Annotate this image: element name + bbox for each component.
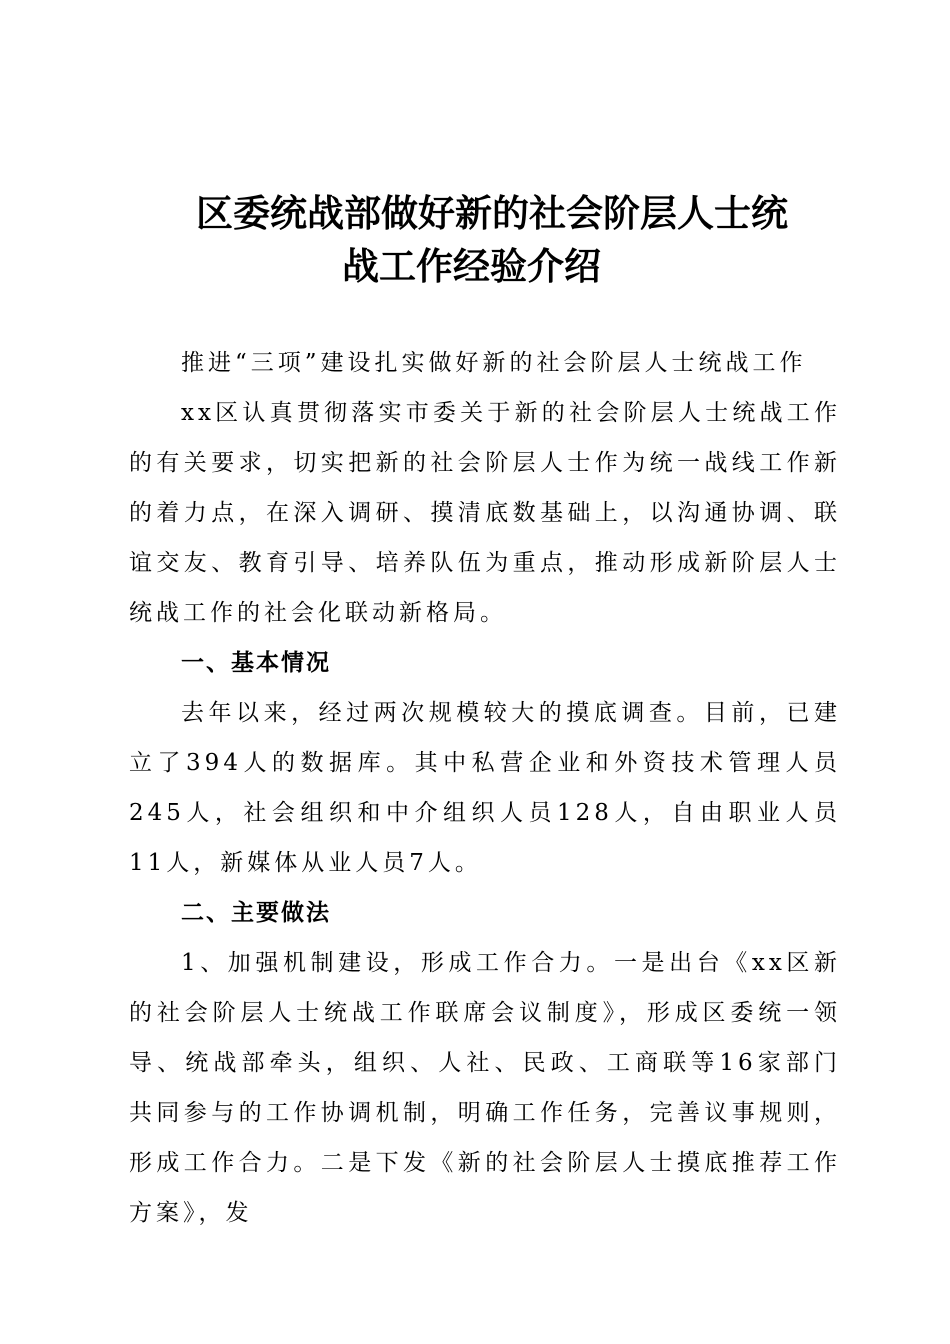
intro-paragraph: xx区认真贯彻落实市委关于新的社会阶层人士统战工作的有关要求，切实把新的社会阶层人士作为统一战线工作新的着力点，在深入调研、摸清底数基础上，以沟通协调、联谊交友、教育引导、培养队伍为重点，推动形成新阶层人士统战工作的社会化联动新格局。 — [129, 400, 841, 626]
document-title-line-1: 区委统战部做好新的社会阶层人士统 — [196, 192, 788, 235]
document-subtitle: 推进“三项”建设扎实做好新的社会阶层人士统战工作 — [181, 350, 807, 376]
basic-situation-paragraph: 去年以来，经过两次规模较大的摸底调查。目前，已建立了394人的数据库。其中私营企业和外资技术管理人员245人，社会组织和中介组织人员128人，自由职业人员11人，新媒体从业人员7人。 — [129, 700, 841, 876]
document-title-line-2: 战工作经验介绍 — [342, 245, 601, 288]
main-practices-paragraph: 1、加强机制建设，形成工作合力。一是出台《xx区新的社会阶层人士统战工作联席会议制度》，形成区委统一领导、统战部牵头，组织、人社、民政、工商联等16家部门共同参与的工作协调机制，明确工作任务，完善议事规则，形成工作合力。二是下发《新的社会阶层人士摸底推荐工作方案》，发 — [129, 950, 841, 1226]
section-heading-main-practices: 二、主要做法 — [181, 900, 331, 926]
section-heading-basic-situation: 一、基本情况 — [181, 650, 331, 676]
